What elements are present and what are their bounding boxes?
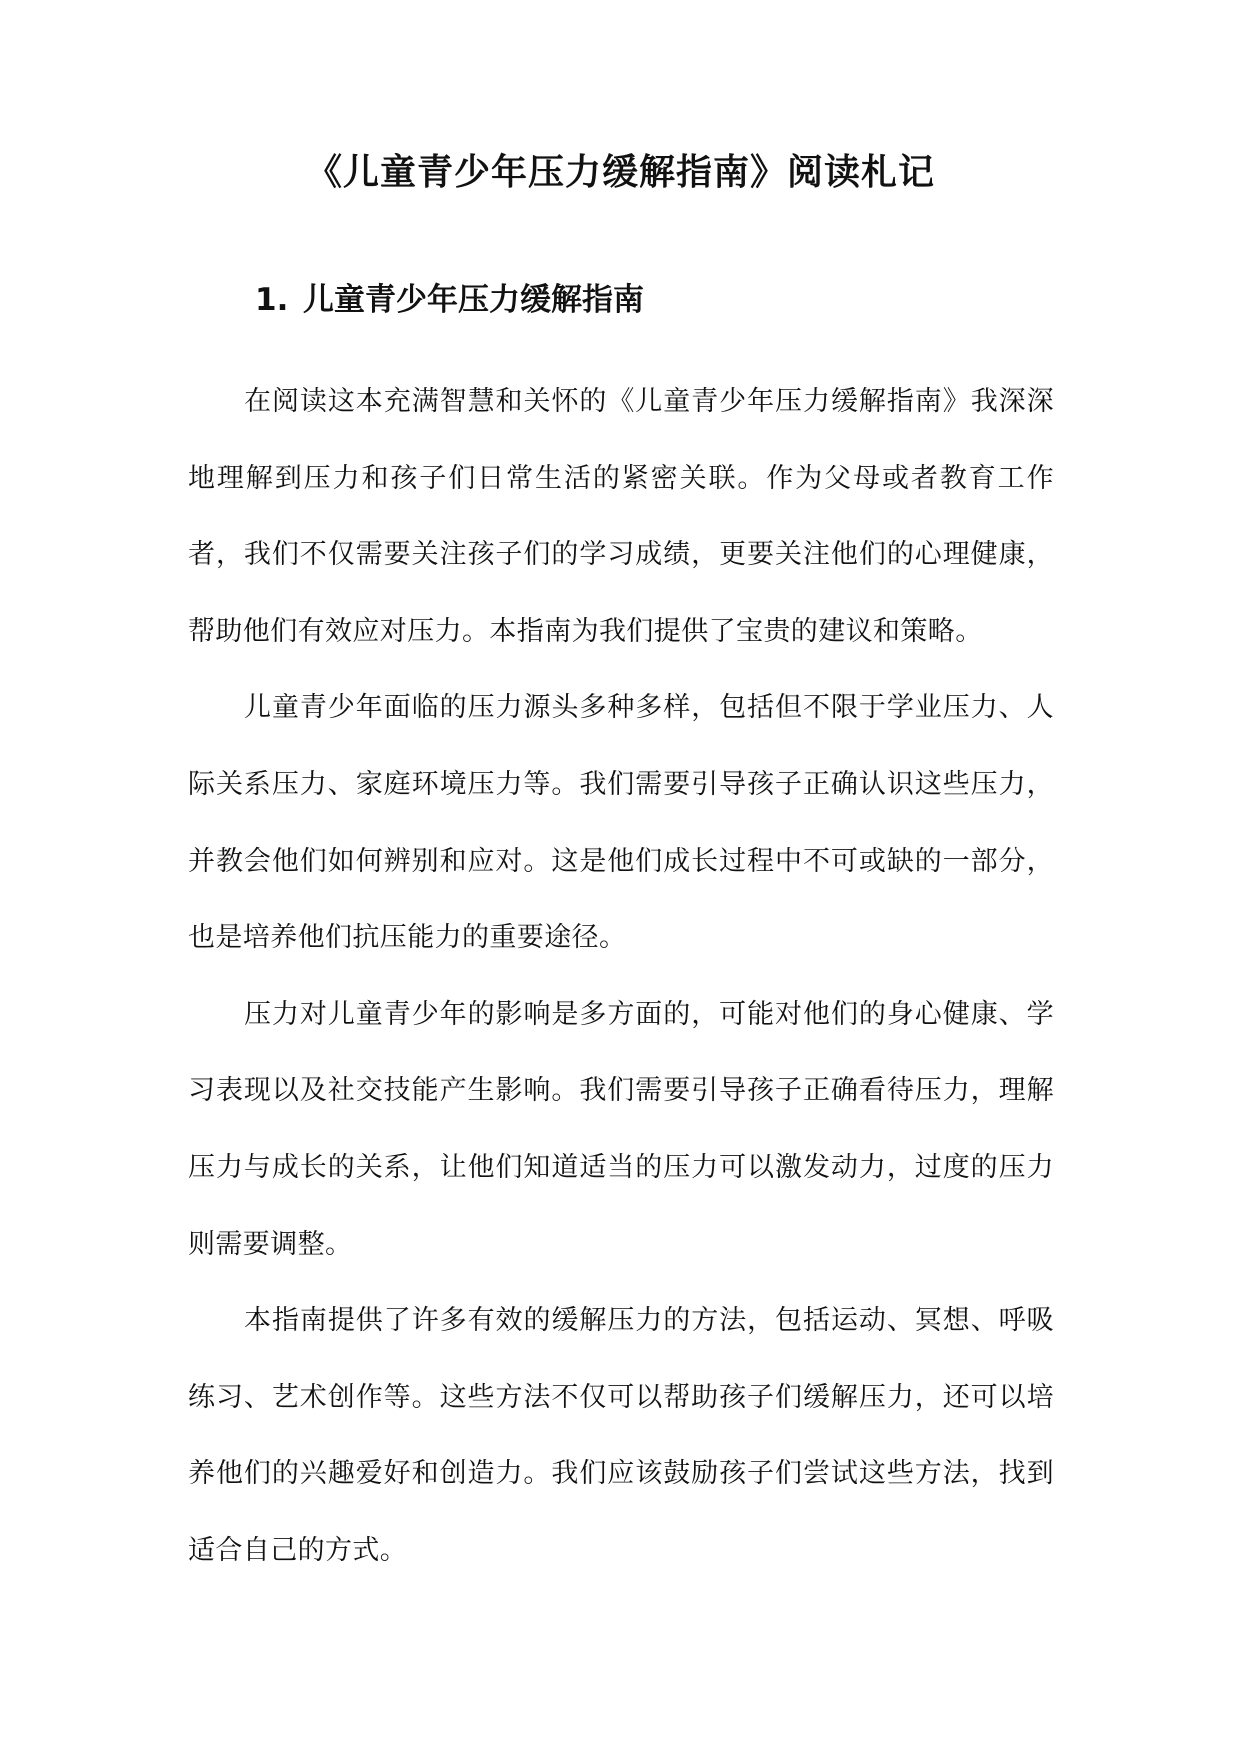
document-title: 《儿童青少年压力缓解指南》阅读札记 [305,152,935,193]
section-number: 1. [255,282,289,318]
paragraph: 压力对儿童青少年的影响是多方面的，可能对他们的身心健康、学习表现以及社交技能产生影响。我们需要引导孩子正确看待压力，理解压力与成长的关系，让他们知道适当的压力可以激发动力，过度的压力则需要调整。 [188,998,1054,1260]
paragraph: 儿童青少年面临的压力源头多种多样，包括但不限于学业压力、人际关系压力、家庭环境压力等。我们需要引导孩子正确认识这些压力，并教会他们如何辨别和应对。这是他们成长过程中不可或缺的一部分，也是培养他们抗压能力的重要途径。 [188,692,1054,954]
paragraph: 本指南提供了许多有效的缓解压力的方法，包括运动、冥想、呼吸练习、艺术创作等。这些方法不仅可以帮助孩子们缓解压力，还可以培养他们的兴趣爱好和创造力。我们应该鼓励孩子们尝试这些方法，找到适合自己的方式。 [188,1305,1054,1566]
paragraph: 在阅读这本充满智慧和关怀的《儿童青少年压力缓解指南》我深深地理解到压力和孩子们日常生活的紧密关联。作为父母或者教育工作者，我们不仅需要关注孩子们的学习成绩，更要关注他们的心理健康，帮助他们有效应对压力。本指南为我们提供了宝贵的建议和策略。 [188,386,1054,647]
section-heading-text: 儿童青少年压力缓解指南 [303,282,644,318]
section-heading [255,278,644,322]
body-text [188,364,1054,1590]
